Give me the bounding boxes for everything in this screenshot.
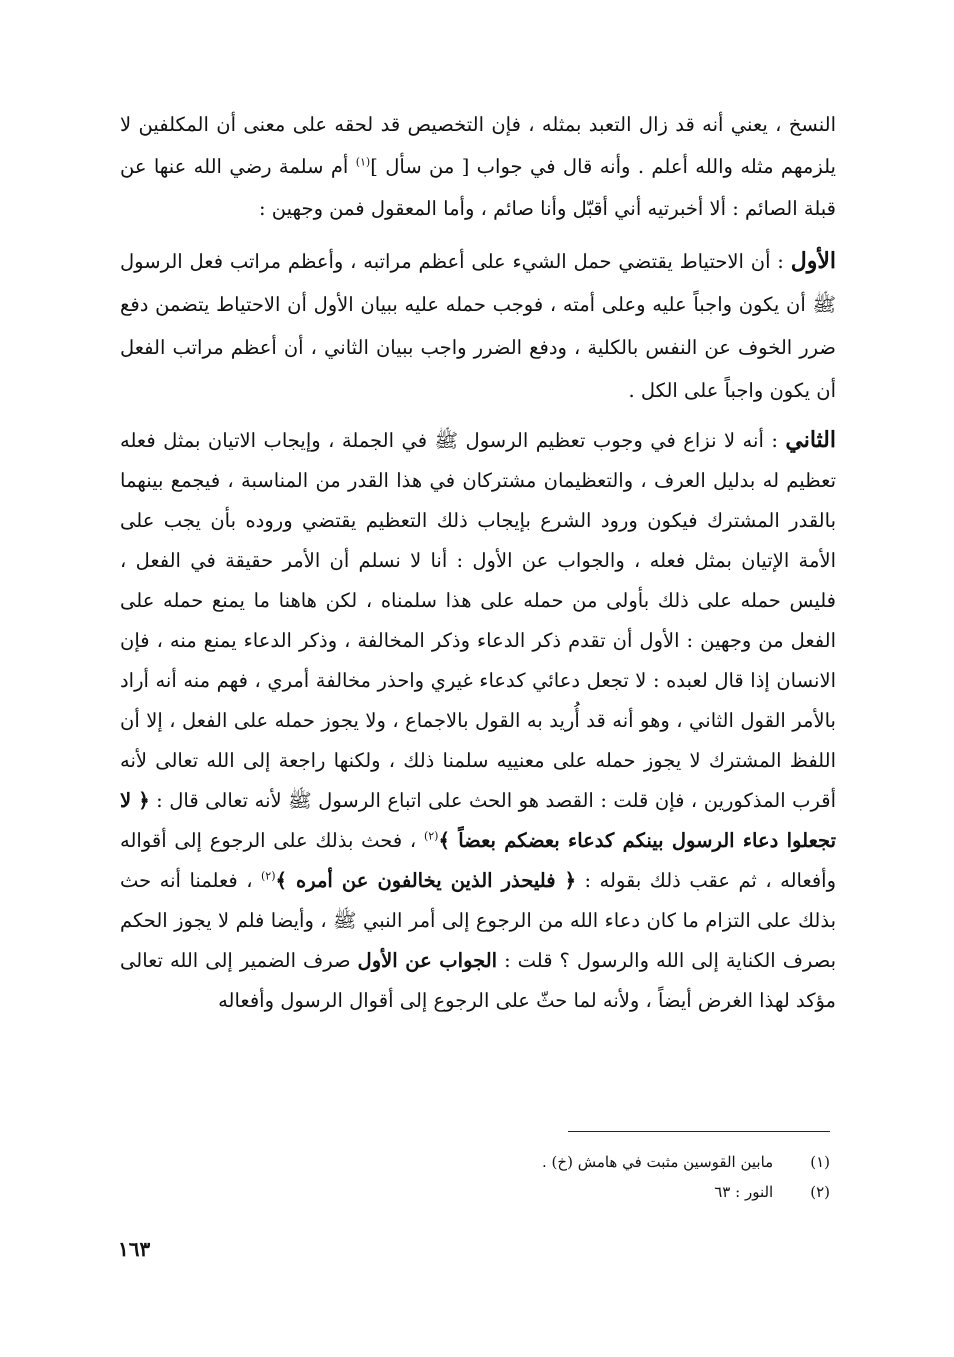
paragraph-intro [120,104,836,230]
footnote-ref-3: (٢) [261,869,276,883]
footnote-ref-2: (٢) [423,829,439,843]
second-reason-heading: الثاني [785,427,836,453]
first-reason-text: : أن الاحتياط يقتضي حمل الشيء على أعظم مراتبه ، وأعظم مراتب فعل الرسول ﷺ أن يكون واجباً عليه وعلى أمته ، فوجب حمله عليه ببيان الأول أن الاحتياط يتضمن دفع ضرر الخوف عن النفس بالكلية ، ودفع الضرر واجب ببيان الثاني ، أن أعظم مراتب الفعل أن يكون واجباً على الكل . [120,250,836,402]
second-reason-text-d: صرف الضمير إلى الله تعالى مؤكد لهذا الغرض أيضاً ، ولأنه لما حثّ على الرجوع إلى أقوال الرسول وأفعاله [120,949,836,1012]
first-reason-heading: الأول [790,248,836,274]
page-number: ١٦٣ [118,1237,151,1261]
paragraph-intro-end: أم سلمة رضي الله عنها عن قبلة الصائم : ألا أخبرتيه أني أقبّل وأنا صائم ، وأما المعقول فمن وجهين : [120,155,836,220]
quran-quote-1: ﴿ لا تجعلوا دعاء الرسول بينكم كدعاء بعضكم بعضاً ﴾ [120,789,836,852]
paragraph-second-reason [120,420,836,1021]
second-reason-text-b: ، فحث بذلك على الرجوع إلى أقواله وأفعاله ، ثم عقب ذلك بقوله : [120,829,837,892]
footnote-ref-1: (١) [355,155,371,169]
second-reason-text-a: : أنه لا نزاع في وجوب تعظيم الرسول ﷺ في الجملة ، وإيجاب الاتيان بمثل فعله تعظيم له بدليل العرف ، والتعظيمان مشتركان في هذا القدر من المناسبة ، فيجمع بينهما بالقدر المشترك فيكون ورود الشرع بإيجاب ذلك التعظيم يقتضي وروده بأن يجب على الأمة الإتيان بمثل فعله ، والجواب عن الأول : أنا لا نسلم أن الأمر حقيقة في الفعل ، فليس حمله على ذلك بأولى من حمله على هذا سلمناه ، لكن هاهنا ما يمنع حمله على الفعل من وجهين : الأول أن تقدم ذكر الدعاء وذكر المخالفة ، وذكر الدعاء يمنع منه ، فإن الانسان إذا قال لعبده : لا تجعل دعائي كدعاء غيري واحذر مخالفة أمري ، فهم منه أنه أراد بالأمر القول الثاني ، وهو أنه قد أُريد به القول بالاجماع ، ولا يجوز حمله على الفعل ، إلا أن اللفظ المشترك لا يجوز حمله على معنييه سلمنا ذلك ، ولكنها راجعة إلى الله تعالى لأنه أقرب المذكورين ، فإن قلت : القصد هو الحث على اتباع الرسول ﷺ لأنه تعالى قال : [120,429,836,812]
footnote-1 [542,1152,830,1172]
footnote-2 [714,1182,830,1202]
footnote-2-number: (٢) [810,1183,830,1201]
footnote-divider [568,1131,830,1132]
footnote-1-text: مابين القوسين مثبت في هامش (خ) . [542,1153,774,1171]
quran-quote-2: ﴿ فليحذر الذين يخالفون عن أمره ﴾ [275,869,577,892]
answer-heading: الجواب عن الأول [357,949,498,972]
paragraph-first-reason [120,240,836,412]
footnote-2-text: النور : ٦٣ [714,1183,774,1201]
paragraph-intro-text: النسخ ، يعني أنه قد زال التعبد بمثله ، فإن التخصيص قد لحقه على معنى أن المكلفين لا يلزمهم مثله والله أعلم . وأنه قال في جواب [ من سأل ] [120,113,836,178]
footnote-1-number: (١) [810,1153,830,1171]
second-reason-text-c: ، فعلمنا أنه حث بذلك على التزام ما كان دعاء الله من الرجوع إلى أمر النبي ﷺ ، وأيضا فلم لا يجوز الحكم بصرف الكناية إلى الله والرسول ؟ قلت : [120,869,837,972]
